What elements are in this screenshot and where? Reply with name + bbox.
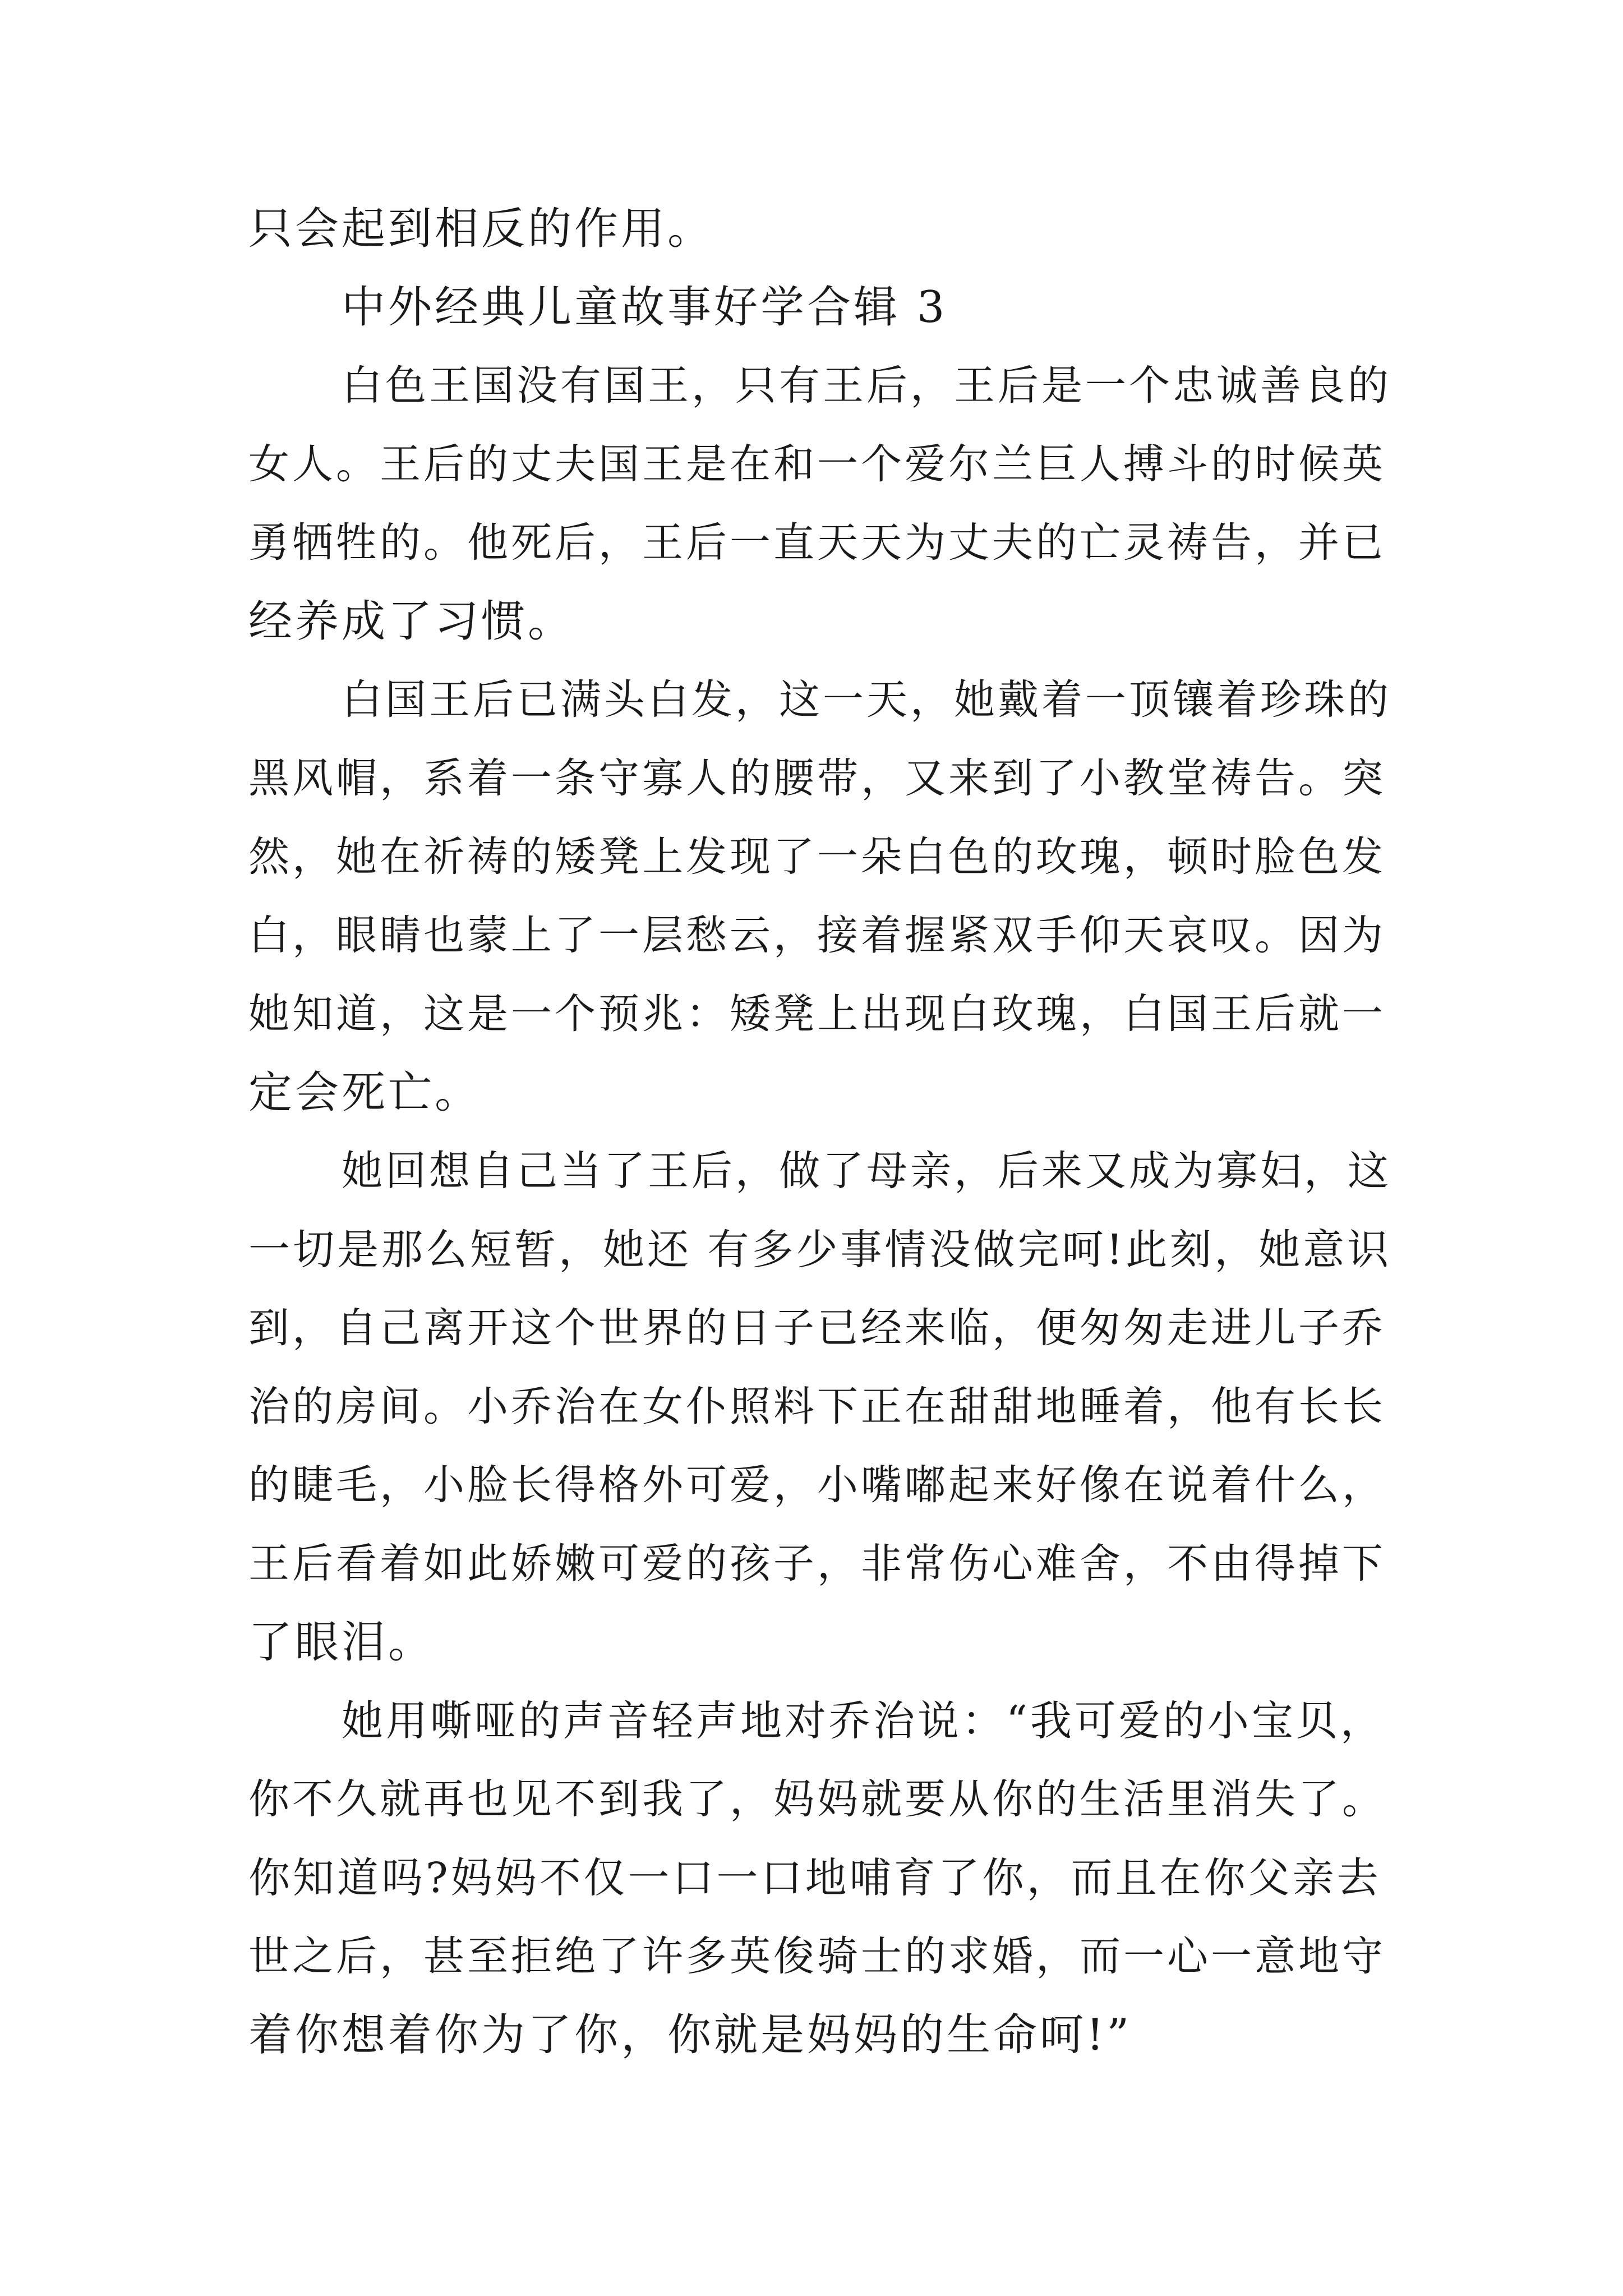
text-line: 定会死亡。 <box>248 1068 482 1118</box>
text-line: 你不久就再也见不到我了，妈妈就要从你的生活里消失了。 <box>248 1775 1386 1823</box>
text-line: 的睫毛，小脸长得格外可爱，小嘴嘟起来好像在说着什么， <box>248 1461 1386 1509</box>
text-line: 了眼泪。 <box>248 1617 435 1668</box>
section-heading: 中外经典儿童故事好学合辑 3 <box>342 282 948 333</box>
text-line: 着你想着你为了你，你就是妈妈的生命呵!” <box>248 2010 1132 2060</box>
text-line: 她回想自己当了王后，做了母亲，后来又成为寡妇，这 <box>342 1147 1391 1195</box>
text-line: 黑风帽，系着一条守寡人的腰带，又来到了小教堂祷告。突 <box>248 754 1386 802</box>
text-line: 她用嘶哑的声音轻声地对乔治说：“我可爱的小宝贝， <box>342 1697 1385 1745</box>
text-line: 王后看着如此娇嫩可爱的孩子，非常伤心难舍，不由得掉下 <box>248 1540 1386 1588</box>
text-line: 白，眼睛也蒙上了一层愁云，接着握紧双手仰天哀叹。因为 <box>248 912 1386 959</box>
text-line: 到，自己离开这个世界的日子已经来临，便匆匆走进儿子乔 <box>248 1304 1386 1352</box>
text-line: 女人。王后的丈夫国王是在和一个爱尔兰巨人搏斗的时候英 <box>248 440 1386 488</box>
text-line: 白色王国没有国王，只有王后，王后是一个忠诚善良的 <box>342 362 1391 409</box>
text-line: 一切是那么短暂，她还 有多少事情没做完呵!此刻，她意识 <box>248 1226 1392 1274</box>
text-line: 只会起到相反的作用。 <box>248 204 714 254</box>
text-line: 治的房间。小乔治在女仆照料下正在甜甜地睡着，他有长长 <box>248 1383 1386 1430</box>
body-text <box>248 190 1393 2074</box>
text-line: 你知道吗?妈妈不仅一口一口地哺育了你，而且在你父亲去 <box>248 1854 1381 1902</box>
text-line: 白国王后已满头白发，这一天，她戴着一顶镶着珍珠的 <box>342 676 1391 724</box>
text-line: 经养成了习惯。 <box>248 596 575 647</box>
text-line: 她知道，这是一个预兆：矮凳上出现白玫瑰，白国王后就一 <box>248 990 1386 1038</box>
text-line: 世之后，甚至拒绝了许多英俊骑士的求婚，而一心一意地守 <box>248 1932 1386 1980</box>
text-line: 然，她在祈祷的矮凳上发现了一朵白色的玫瑰，顿时脸色发 <box>248 833 1386 881</box>
text-line: 勇牺牲的。他死后，王后一直天天为丈夫的亡灵祷告，并已 <box>248 519 1386 567</box>
